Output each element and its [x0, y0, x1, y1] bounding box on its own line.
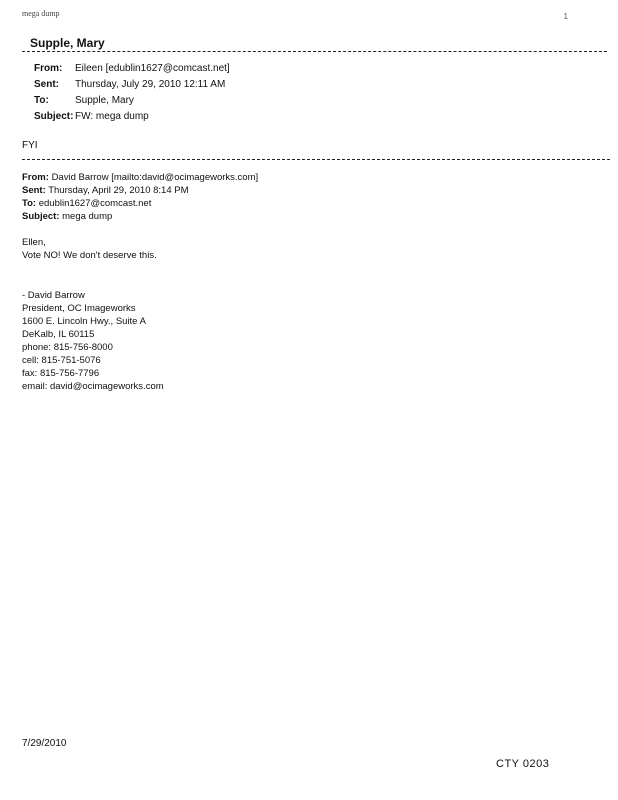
original-subject-label: Subject: [22, 211, 60, 222]
from-label: From: [34, 63, 63, 74]
subject-label: Subject: [34, 111, 74, 122]
original-from-value: David Barrow [mailto:david@ocimageworks.com] [51, 172, 259, 183]
sender-name: Supple, Mary [30, 36, 105, 50]
original-to-label: To: [22, 198, 37, 209]
signature-address: 1600 E. Lincoln Hwy., Suite A [22, 316, 146, 327]
original-to [22, 198, 151, 209]
footer-date: 7/29/2010 [22, 738, 67, 749]
signature-email: email: david@ocimageworks.com [22, 381, 164, 392]
message-text: Vote NO! We don't deserve this. [22, 250, 157, 261]
signature-name: - David Barrow [22, 290, 85, 301]
original-from [22, 172, 258, 183]
header-divider [22, 51, 607, 52]
original-sent-value: Thursday, April 29, 2010 8:14 PM [48, 185, 189, 196]
signature-phone: phone: 815-756-8000 [22, 342, 113, 353]
original-sent-label: Sent: [22, 185, 46, 196]
signature-title: President, OC Imageworks [22, 303, 136, 314]
signature-city: DeKalb, IL 60115 [22, 329, 95, 340]
page-header-number: 1 [563, 12, 568, 21]
page-header-title: mega dump [22, 9, 60, 18]
signature-cell: cell: 815-751-5076 [22, 355, 101, 366]
sent-value: Thursday, July 29, 2010 12:11 AM [75, 79, 226, 90]
original-sent [22, 185, 189, 196]
to-value: Supple, Mary [75, 95, 134, 106]
original-subject [22, 211, 112, 222]
original-subject-value: mega dump [62, 211, 113, 222]
original-from-label: From: [22, 172, 49, 183]
original-to-value: edublin1627@comcast.net [38, 198, 152, 209]
original-message-divider [22, 159, 610, 160]
sent-label: Sent: [34, 79, 59, 90]
to-label: To: [34, 95, 49, 106]
from-value: Eileen [edublin1627@comcast.net] [75, 63, 230, 74]
subject-value: FW: mega dump [75, 111, 149, 122]
signature-fax: fax: 815-756-7796 [22, 368, 100, 379]
bates-number: CTY 0203 [496, 758, 550, 770]
forward-note: FYI [22, 140, 38, 151]
greeting: Ellen, [22, 237, 46, 248]
